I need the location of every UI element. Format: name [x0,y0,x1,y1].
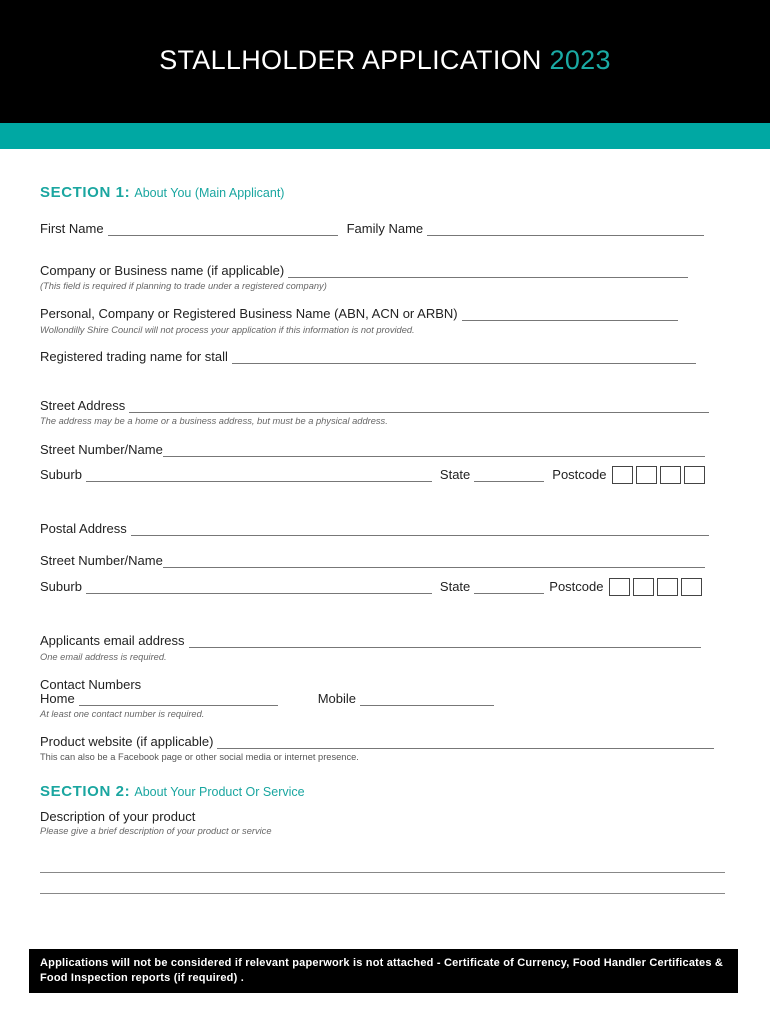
state-label: State [439,467,471,482]
website-row [40,734,714,749]
abn-row [40,306,678,321]
description-line-2[interactable] [40,893,725,894]
first-name-field[interactable] [108,224,338,236]
family-name-label: Family Name [346,221,424,236]
postal-suburb-label: Suburb [40,579,82,594]
postcode-digit-4[interactable] [684,466,705,484]
state-field[interactable] [474,470,544,482]
contact-note: At least one contact number is required. [40,709,205,719]
street-number-row [40,442,705,457]
family-name-field[interactable] [427,224,704,236]
company-field[interactable] [288,266,688,278]
website-field[interactable] [217,737,714,749]
footer-notice [29,949,738,993]
section-1-subtitle: About You (Main Applicant) [134,186,285,200]
section-2-heading [40,783,305,800]
company-note: (This field is required if planning to trade under a registered company) [40,281,327,291]
home-phone-field[interactable] [79,694,278,706]
abn-note: Wollondilly Shire Council will not process your application if this information is not provided. [40,325,415,335]
email-note: One email address is required. [40,652,167,662]
postal-postcode-digit-4[interactable] [681,578,702,596]
postcode-digit-2[interactable] [636,466,657,484]
section-2-number: SECTION 2: [40,783,131,800]
footer-text: Applications will not be considered if relevant paperwork is not attached - Certificate of Currency, Food Handler Certificates & Food Inspection reports (if required) . [40,957,724,984]
postal-postcode-label: Postcode [549,579,604,594]
abn-label: Personal, Company or Registered Business Name (ABN, ACN or ARBN) [40,306,458,321]
postal-address-row [40,521,709,536]
trading-name-label: Registered trading name for stall [40,349,228,364]
contact-phones-row [40,691,494,706]
postal-street-number-field[interactable] [163,556,705,568]
abn-field[interactable] [462,309,678,321]
postcode-label: Postcode [552,467,607,482]
suburb-label: Suburb [40,467,82,482]
page-title [0,45,770,76]
street-address-note: The address may be a home or a business address, but must be a physical address. [40,416,388,426]
postal-address-field[interactable] [131,524,709,536]
street-number-label: Street Number/Name [40,442,163,457]
trading-name-field[interactable] [232,352,696,364]
description-label: Description of your product [40,809,196,824]
postal-postcode-digit-1[interactable] [609,578,630,596]
postal-state-field[interactable] [474,582,544,594]
postal-postcode-digit-3[interactable] [657,578,678,596]
header-band [0,123,770,149]
description-note: Please give a brief description of your product or service [40,826,272,836]
postal-state-label: State [439,579,471,594]
postcode-digit-3[interactable] [660,466,681,484]
contact-numbers-heading [40,677,141,692]
section-1-heading [40,184,284,201]
title-text: STALLHOLDER APPLICATION [159,45,542,75]
website-label: Product website (if applicable) [40,734,214,749]
postal-suburb-row [40,578,705,594]
postal-postcode-boxes [609,578,705,596]
contact-numbers-label: Contact Numbers [40,677,142,692]
title-year: 2023 [549,45,611,75]
first-name-label: First Name [40,221,104,236]
mobile-phone-field[interactable] [360,694,494,706]
description-row [40,809,195,824]
email-label: Applicants email address [40,633,185,648]
street-number-field[interactable] [163,445,705,457]
name-row [40,221,704,236]
section-1-number: SECTION 1: [40,184,131,201]
mobile-label: Mobile [317,691,356,706]
page-header [0,0,770,123]
section-2-subtitle: About Your Product Or Service [134,785,305,799]
email-field[interactable] [189,636,701,648]
description-line-1[interactable] [40,872,725,873]
postal-street-number-label: Street Number/Name [40,553,163,568]
company-label: Company or Business name (if applicable) [40,263,285,278]
postal-street-number-row [40,553,705,568]
postcode-boxes [612,466,708,484]
street-address-label: Street Address [40,398,126,413]
street-address-row [40,398,709,413]
postal-postcode-digit-2[interactable] [633,578,654,596]
trading-name-row [40,349,696,364]
postal-address-label: Postal Address [40,521,127,536]
street-address-field[interactable] [129,401,709,413]
suburb-field[interactable] [86,470,432,482]
home-label: Home [40,691,75,706]
postal-suburb-field[interactable] [86,582,432,594]
postcode-digit-1[interactable] [612,466,633,484]
suburb-row [40,466,708,482]
website-note: This can also be a Facebook page or other social media or internet presence. [40,752,359,762]
email-row [40,633,701,648]
company-row [40,263,688,278]
